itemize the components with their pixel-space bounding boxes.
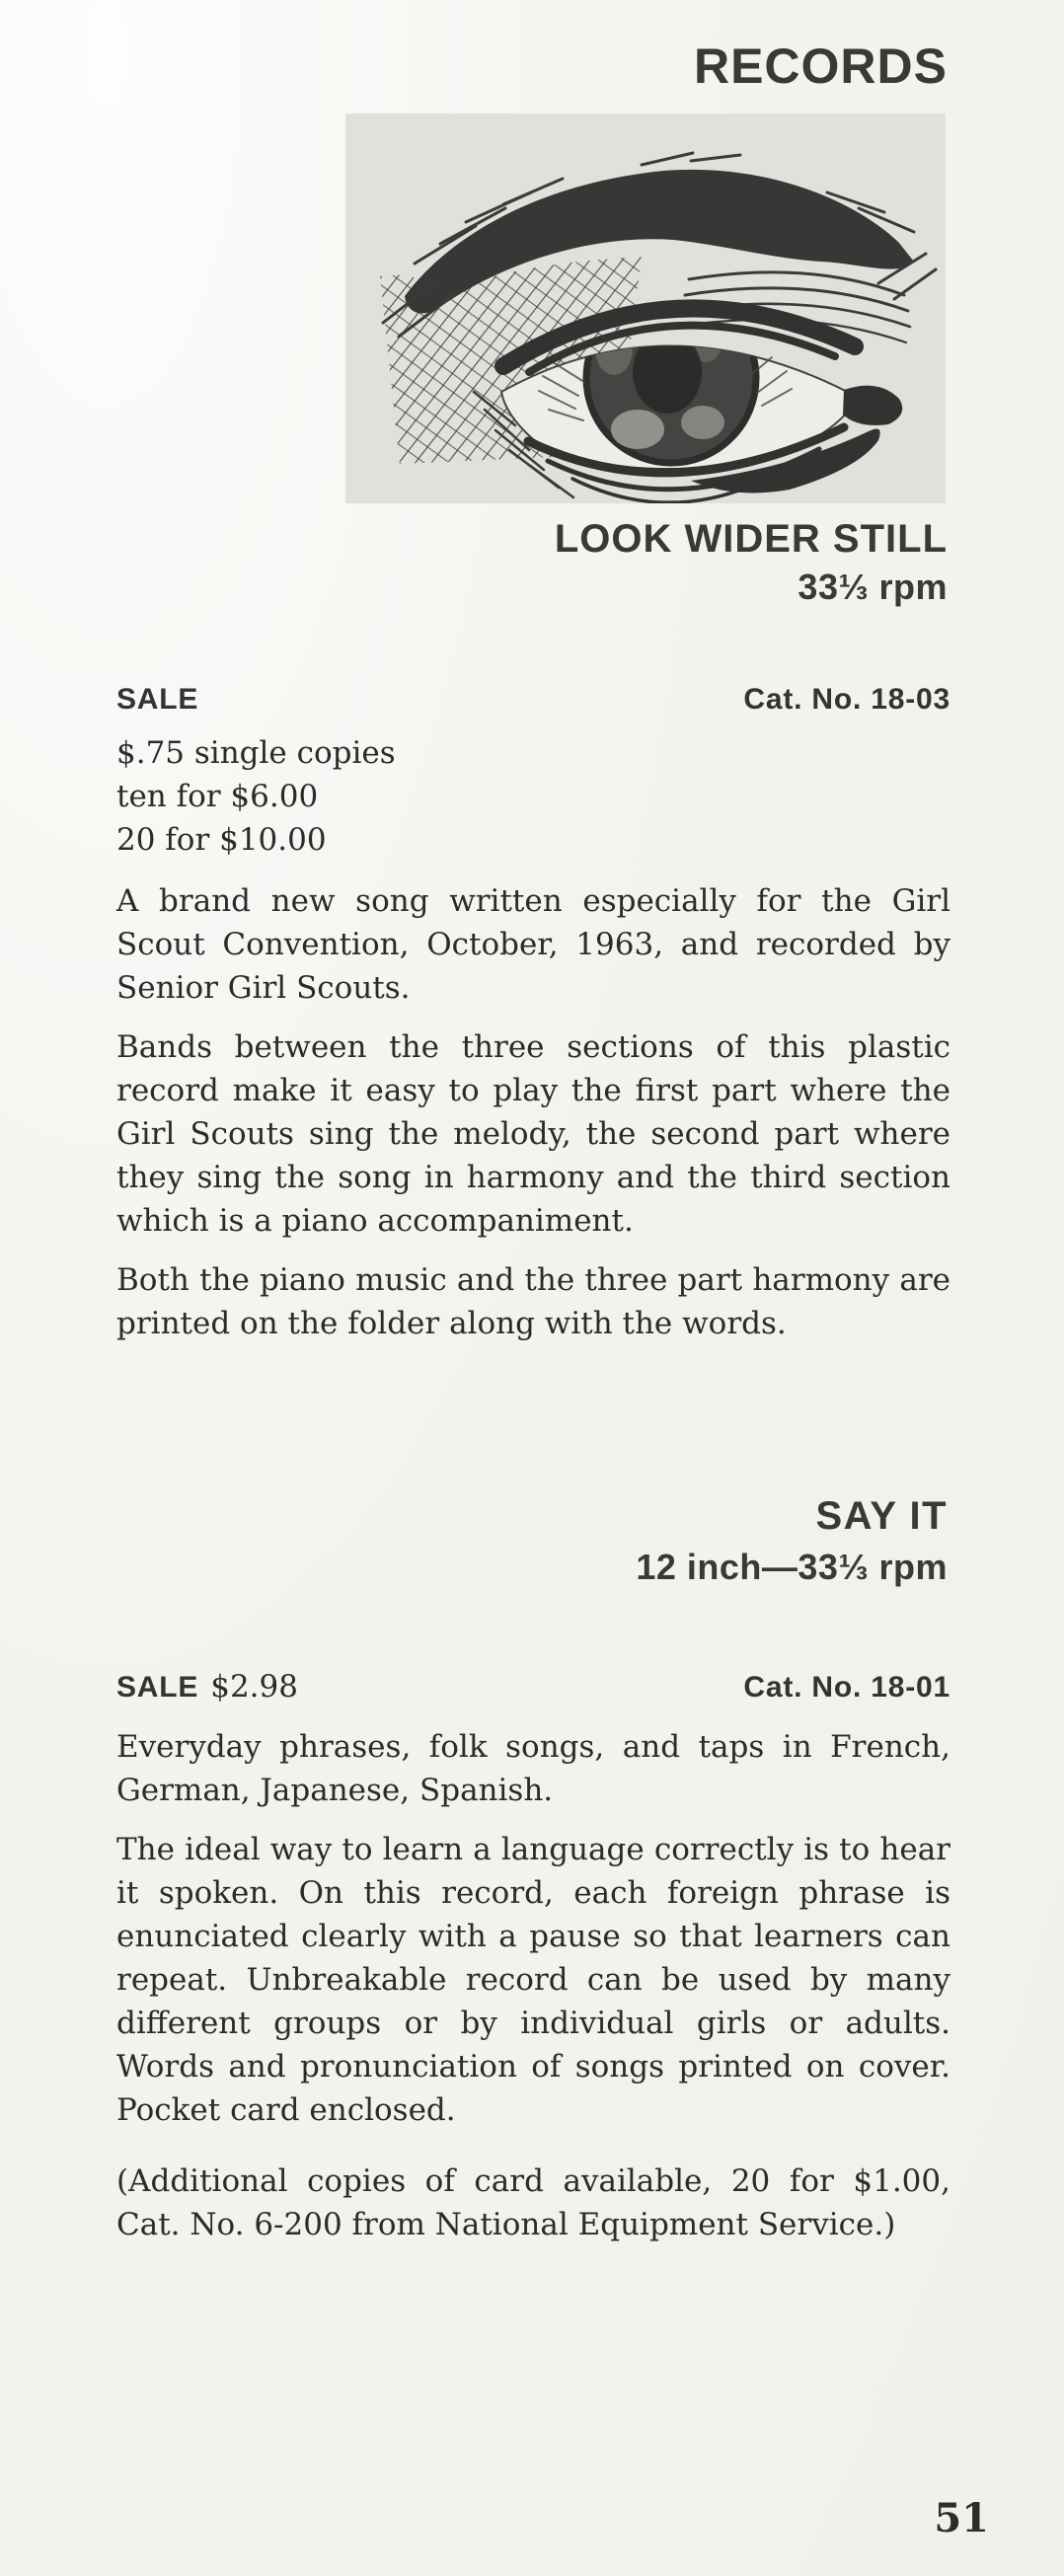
body-paragraph: Both the piano music and the three part harmony are printed on the folder along with the words. (116, 1262, 950, 1341)
body-paragraph: A brand new song written especially for the Girl Scout Convention, October, 1963, and recorded by Senior Girl Scouts. (116, 883, 950, 1006)
body-paragraph: Everyday phrases, folk songs, and taps in French, German, Japanese, Spanish. (116, 1729, 950, 1809)
entry-say-it (116, 1670, 950, 2246)
body-paragraph: (Additional copies of card available, 20 for $1.00, Cat. No. 6-200 from National Equipment Service.) (116, 2163, 950, 2243)
figure-caption-rpm: 33⅓ rpm (798, 567, 948, 607)
sale-label-group (116, 1670, 298, 1704)
sale-label: SALE (116, 683, 199, 716)
sale-row (116, 1670, 950, 1704)
figure-caption-title: LOOK WIDER STILL (554, 517, 948, 561)
entry-say-it-heading (636, 1496, 948, 1585)
eye-illustration (345, 114, 946, 503)
sale-row (116, 683, 950, 716)
body-paragraph: The ideal way to learn a language correctly is to hear it spoken. On this record, each foreign phrase is enunciated clearly with a pause so that learners can repeat. Unbreakable record can be used by many different groups or by individual girls or adults. Words and pronunciation of songs printed on cover. Pocket card enclosed. (116, 1832, 950, 2129)
sale-label: SALE (116, 1671, 199, 1704)
eye-figure (345, 114, 946, 503)
section-subtitle: 12 inch—33⅓ rpm (636, 1547, 948, 1587)
page-number: 51 (934, 2495, 989, 2541)
entry-look-wider-still (116, 683, 950, 1345)
body-paragraph: Bands between the three sections of this plastic record make it easy to play the first part where the Girl Scouts sing the melody, the second part where they sing the song in harmony and the third section which is a piano accompaniment. (116, 1029, 950, 1239)
page-title: RECORDS (693, 38, 948, 94)
price-line: 20 for $10.00 (116, 822, 327, 858)
sale-price: $2.98 (210, 1669, 298, 1705)
price-line: $.75 single copies (116, 735, 396, 771)
price-list (116, 731, 950, 862)
section-title: SAY IT (815, 1494, 948, 1538)
catalog-number: Cat. No. 18-01 (743, 1671, 950, 1704)
price-line: ten for $6.00 (116, 779, 319, 814)
catalog-number: Cat. No. 18-03 (743, 683, 950, 716)
